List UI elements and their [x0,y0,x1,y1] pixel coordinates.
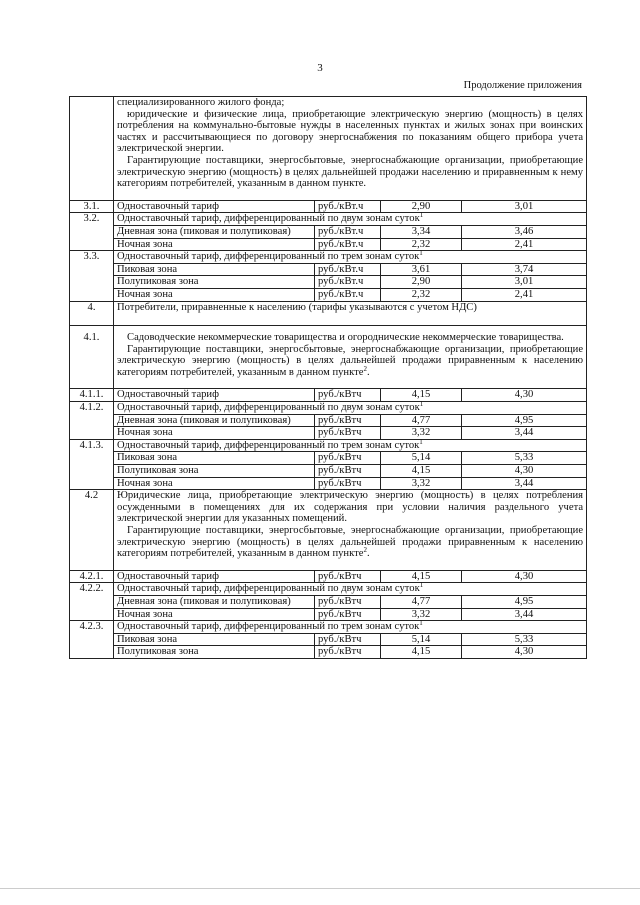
row-number: 4.2.3. [70,621,114,659]
table-row [70,301,587,326]
value-cell: 3,32 [381,427,462,440]
section-description [114,490,587,571]
intro-paragraph: юридические и физические лица, приобретающие электрическую энергию (мощность) в целях потребления на коммунально-бытовые нужды в населенных пунктах и жилых зонах при воинских частях и рассчитывающиеся по договору энергоснабжения по показаниям общего прибора учета электрической энергии. [117,108,584,155]
table-row [70,225,587,238]
value-cell: 4,30 [462,389,587,402]
table-row [70,238,587,251]
table-row [70,595,587,608]
tariff-group-label [114,583,587,596]
table-row [70,427,587,440]
tariff-label: Пиковая зона [114,452,315,465]
value-cell: 4,30 [462,646,587,659]
table-row [70,439,587,452]
description-text: Гарантирующие поставщики, энергосбытовые, энергоснабжающие организации, приобретающие электрическую энергию (мощность) в целях дальнейшей продажи приравненным к населению категориям потребителей, указанным в данном пункте [117,343,584,378]
section-title: Потребители, приравненные к населению (тарифы указываются с учетом НДС) [114,301,587,326]
description-end: . [366,366,370,378]
tariff-group-label [114,402,587,415]
tariff-label: Дневная зона (пиковая и полупиковая) [114,225,315,238]
value-cell: 4,95 [462,595,587,608]
page-bottom-divider [0,888,640,889]
unit-cell: руб./кВтч [315,477,381,490]
row-number [70,97,114,201]
tariff-label: Ночная зона [114,608,315,621]
value-cell: 5,33 [462,452,587,465]
group-label-text: Одноставочный тариф, дифференцированный по двум зонам суток [117,583,420,595]
tariff-label: Ночная зона [114,238,315,251]
unit-cell: руб./кВт.ч [315,238,381,251]
description-paragraph: Юридические лица, приобретающие электрическую энергию (мощность) в целях потребления осужденными в помещениях для их содержания при условии наличия раздельного учета электрической энергии для указанных помещений. [117,490,584,525]
footnote-ref: 2 [363,364,367,373]
row-number: 4.1.3. [70,439,114,489]
table-row [70,583,587,596]
value-cell: 3,44 [462,608,587,621]
unit-cell: руб./кВтч [315,570,381,583]
group-label-text: Одноставочный тариф, дифференцированный по трем зонам суток [117,251,420,263]
unit-cell: руб./кВт.ч [315,288,381,301]
row-number: 3.3. [70,251,114,301]
tariff-label: Ночная зона [114,288,315,301]
value-cell: 3,46 [462,225,587,238]
table-row [70,389,587,402]
footnote-ref: 2 [363,546,367,555]
table-row [70,477,587,490]
continuation-label: Продолжение приложения [463,80,582,91]
description-paragraph [117,525,583,560]
description-end: . [366,548,370,560]
value-cell: 3,01 [462,200,587,213]
table-row [70,251,587,264]
value-cell: 3,32 [381,608,462,621]
table-row [70,414,587,427]
tariff-label: Ночная зона [114,477,315,490]
group-label-text: Одноставочный тариф, дифференцированный по двум зонам суток [117,213,420,225]
table-row [70,570,587,583]
value-cell: 4,30 [462,465,587,478]
table-row [70,97,587,201]
footnote-ref: 1 [419,249,423,258]
unit-cell: руб./кВтч [315,646,381,659]
tariff-label: Одноставочный тариф [114,200,315,213]
tariff-label: Одноставочный тариф [114,570,315,583]
table-row [70,213,587,226]
unit-cell: руб./кВтч [315,414,381,427]
tariff-group-label [114,213,587,226]
table-row [70,276,587,289]
footnote-ref: 1 [419,581,424,590]
table-row [70,288,587,301]
intro-text [114,97,587,201]
tariff-label: Одноставочный тариф [114,389,315,402]
unit-cell: руб./кВт.ч [315,276,381,289]
tariff-label: Полупиковая зона [114,276,315,289]
description-paragraph: Садоводческие некоммерческие товарищества и огороднические некоммерческие товарищества. [127,332,564,344]
footnote-ref: 1 [419,619,423,628]
unit-cell: руб./кВтч [315,465,381,478]
value-cell: 5,33 [462,633,587,646]
value-cell: 2,90 [381,200,462,213]
tariff-group-label [114,621,587,634]
row-number: 3.1. [70,200,114,213]
unit-cell: руб./кВтч [315,427,381,440]
unit-cell: руб./кВт.ч [315,200,381,213]
row-number: 4.1.1. [70,389,114,402]
tariff-label: Дневная зона (пиковая и полупиковая) [114,414,315,427]
value-cell: 5,14 [381,633,462,646]
tariff-group-label [114,439,587,452]
value-cell: 3,61 [381,263,462,276]
footnote-ref: 1 [419,437,423,446]
group-label-text: Одноставочный тариф, дифференцированный по трем зонам суток [117,439,420,451]
table-row [70,452,587,465]
tariff-table [69,96,587,659]
tariff-label: Пиковая зона [114,633,315,646]
unit-cell: руб./кВтч [315,608,381,621]
value-cell: 5,14 [381,452,462,465]
row-number: 4. [70,301,114,326]
section-description [114,326,587,389]
table-row [70,263,587,276]
value-cell: 4,15 [381,389,462,402]
tariff-label: Пиковая зона [114,263,315,276]
value-cell: 3,01 [462,276,587,289]
value-cell: 4,77 [381,595,462,608]
page-number: 3 [317,62,323,74]
tariff-label: Полупиковая зона [114,646,315,659]
intro-paragraph: Гарантирующие поставщики, энергосбытовые, энергоснабжающие организации, приобретающие электрическую энергию (мощность) в целях дальнейшей продажи населению и приравненным к нему категориям потребителей, указанным в данном пункте. [117,154,584,190]
unit-cell: руб./кВтч [315,452,381,465]
tariff-label: Полупиковая зона [114,465,315,478]
table-row [70,326,587,389]
value-cell: 4,15 [381,646,462,659]
table-row [70,621,587,634]
footnote-ref: 1 [419,211,424,220]
value-cell: 2,41 [462,288,587,301]
unit-cell: руб./кВт.ч [315,225,381,238]
description-text: Гарантирующие поставщики, энергосбытовые, энергоснабжающие организации, приобретающие электрическую энергию (мощность) в целях дальнейшей продажи приравненным к населению категориям потребителей, указанным в данном пункте [117,525,584,560]
row-number: 4.2.2. [70,583,114,621]
table-row [70,200,587,213]
table-row [70,646,587,659]
row-number: 4.2.1. [70,570,114,583]
table-row [70,465,587,478]
tariff-group-label [114,251,587,264]
description-paragraph [117,344,583,379]
tariff-label: Ночная зона [114,427,315,440]
table-row [70,633,587,646]
table-row [70,402,587,415]
row-number: 4.1. [70,326,114,389]
value-cell: 3,74 [462,263,587,276]
value-cell: 3,34 [381,225,462,238]
unit-cell: руб./кВт.ч [315,263,381,276]
row-number: 4.2 [70,490,114,571]
value-cell: 4,77 [381,414,462,427]
value-cell: 2,41 [462,238,587,251]
row-number: 3.2. [70,213,114,251]
row-number: 4.1.2. [70,402,114,440]
group-label-text: Одноставочный тариф, дифференцированный по трем зонам суток [117,621,420,633]
unit-cell: руб./кВтч [315,595,381,608]
value-cell: 4,15 [381,570,462,583]
table-row [70,490,587,571]
value-cell: 4,95 [462,414,587,427]
value-cell: 2,90 [381,276,462,289]
unit-cell: руб./кВтч [315,389,381,402]
unit-cell: руб./кВтч [315,633,381,646]
table-row [70,608,587,621]
value-cell: 3,44 [462,427,587,440]
value-cell: 4,15 [381,465,462,478]
value-cell: 3,44 [462,477,587,490]
group-label-text: Одноставочный тариф, дифференцированный по двум зонам суток [117,402,420,414]
value-cell: 2,32 [381,288,462,301]
value-cell: 4,30 [462,570,587,583]
value-cell: 3,32 [381,477,462,490]
intro-paragraph: специализированного жилого фонда; [117,97,285,108]
footnote-ref: 1 [419,400,424,409]
value-cell: 2,32 [381,238,462,251]
tariff-label: Дневная зона (пиковая и полупиковая) [114,595,315,608]
